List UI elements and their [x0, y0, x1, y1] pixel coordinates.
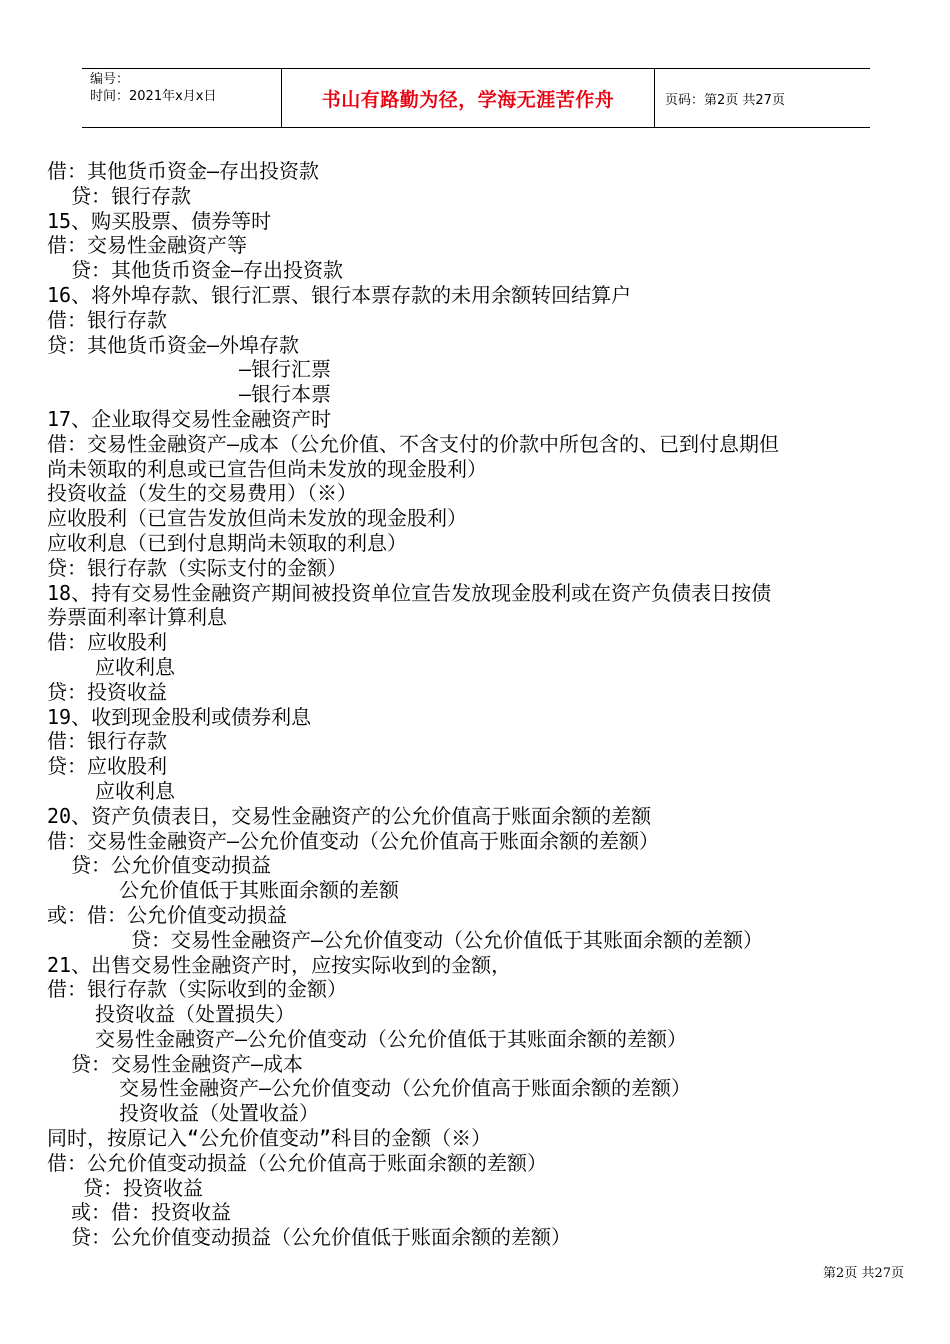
- text-line: 应收利息: [95, 654, 175, 679]
- text-line: 贷：应收股利: [47, 754, 167, 779]
- text-line: 券票面利率计算利息: [47, 605, 227, 630]
- text-line: 贷：其他货币资金—存出投资款: [71, 258, 344, 283]
- text-line: 贷：公允价值变动损益: [71, 853, 271, 878]
- text-line: 18、持有交易性金融资产期间被投资单位宣告发放现金股利或在资产负债表日按债: [47, 580, 772, 605]
- text-line: 21、出售交易性金融资产时，应按实际收到的金额，: [47, 952, 512, 977]
- text-line: 借：银行存款: [47, 307, 167, 332]
- text-line: 投资收益（处置损失）: [95, 1002, 295, 1027]
- text-line: 贷：其他货币资金—外埠存款: [47, 332, 300, 357]
- text-line: 投资收益（处置收益）: [119, 1101, 319, 1126]
- header-motto-cell: [282, 69, 655, 128]
- text-line: 公允价值低于其账面余额的差额: [119, 878, 399, 903]
- text-line: —银行汇票: [239, 357, 332, 382]
- header-page-info-cell: [655, 69, 870, 128]
- text-line: 同时，按原记入“公允价值变动”科目的金额（※）: [47, 1126, 492, 1151]
- header-motto: 书山有路勤为径，学海无涯苦作舟: [321, 89, 615, 111]
- text-line: 贷：投资收益: [47, 679, 167, 704]
- text-line: 借：银行存款: [47, 729, 167, 754]
- text-line: 借：其他货币资金—存出投资款: [47, 159, 320, 183]
- text-line: 应收利息: [95, 778, 175, 803]
- page-footer: 第2页 共27页: [823, 1266, 904, 1281]
- text-line: 17、企业取得交易性金融资产时: [47, 406, 332, 431]
- document-body: [47, 159, 917, 1250]
- text-line: 借：银行存款（实际收到的金额）: [47, 977, 347, 1002]
- text-line: 借：交易性金融资产—成本（公允价值、不含支付的价款中所包含的、已到付息期但: [47, 431, 780, 456]
- text-line: 交易性金融资产—公允价值变动（公允价值高于账面余额的差额）: [119, 1076, 692, 1101]
- text-line: 贷：交易性金融资产—公允价值变动（公允价值低于其账面余额的差额）: [131, 927, 764, 952]
- header-meta: [82, 69, 282, 128]
- text-line: —银行本票: [239, 382, 332, 407]
- text-line: 15、购买股票、债券等时: [47, 208, 272, 233]
- text-line: 贷：投资收益: [83, 1175, 203, 1200]
- text-line: 应收股利（已宣告发放但尚未发放的现金股利）: [47, 506, 467, 531]
- header-time-label: 时间：2021年x月x日: [90, 89, 217, 104]
- text-line: 借：公允价值变动损益（公允价值高于账面余额的差额）: [47, 1150, 547, 1175]
- text-line: 20、资产负债表日，交易性金融资产的公允价值高于账面余额的差额: [47, 803, 652, 828]
- header-page-info: 页码：第2页 共27页: [665, 93, 785, 108]
- text-line: 借：应收股利: [47, 630, 167, 655]
- text-line: 贷：公允价值变动损益（公允价值低于账面余额的差额）: [71, 1225, 571, 1250]
- text-line: 贷：银行存款: [71, 183, 191, 208]
- text-line: 贷：银行存款（实际支付的金额）: [47, 555, 347, 580]
- text-line: 投资收益（发生的交易费用）（※）: [47, 481, 357, 506]
- text-line: 或：借：投资收益: [71, 1200, 231, 1225]
- document-header: [82, 68, 870, 128]
- text-line: 贷：交易性金融资产—成本: [71, 1051, 304, 1076]
- text-line: 19、收到现金股利或债券利息: [47, 704, 312, 729]
- header-number-label: 编号：: [90, 72, 130, 87]
- text-line: 交易性金融资产—公允价值变动（公允价值低于其账面余额的差额）: [95, 1026, 688, 1051]
- text-line: 应收利息（已到付息期尚未领取的利息）: [47, 530, 407, 555]
- text-line: 16、将外埠存款、银行汇票、银行本票存款的未用余额转回结算户: [47, 282, 632, 307]
- text-line: 或：借：公允价值变动损益: [47, 902, 287, 927]
- text-line: 尚未领取的利息或已宣告但尚未发放的现金股利）: [47, 456, 487, 481]
- text-line: 借：交易性金融资产—公允价值变动（公允价值高于账面余额的差额）: [47, 828, 660, 853]
- text-line: 借：交易性金融资产等: [47, 233, 247, 258]
